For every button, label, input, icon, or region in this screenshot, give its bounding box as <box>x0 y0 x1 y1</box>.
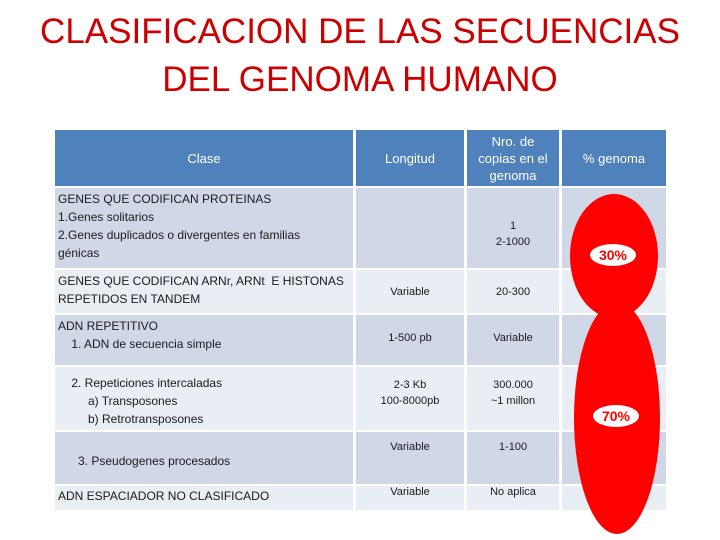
row-4-clase: 2. Repeticiones intercaladas a) Transposones b) Retrotransposones <box>71 376 223 426</box>
row-6-clase: ADN ESPACIADOR NO CLASIFICADO <box>58 489 270 503</box>
column-divider <box>353 188 356 510</box>
row-6-copias: No aplica <box>490 486 536 498</box>
row-6-longitud: Variable <box>390 486 430 498</box>
column-divider <box>559 188 562 510</box>
title-line-1: CLASIFICACION DE LAS SECUENCIAS <box>40 12 680 51</box>
header-genoma: % genoma <box>562 130 666 186</box>
percent-70-label: 70% <box>593 405 639 427</box>
percent-30-label: 30% <box>590 244 636 266</box>
row-2-copias: 20-300 <box>495 286 531 298</box>
header-clase: Clase <box>55 130 353 186</box>
title-line-2: DEL GENOMA HUMANO <box>162 60 558 99</box>
row-2-longitud: Variable <box>390 286 430 298</box>
row-3-copias: Variable <box>493 332 533 344</box>
row-5-longitud: Variable <box>390 441 430 453</box>
row-3-longitud: 1-500 pb <box>388 332 432 344</box>
header-copias: Nro. de copias en el genoma <box>467 130 559 186</box>
row-4-copias: 300.000 ~1 millon <box>490 379 536 407</box>
header-longitud: Longitud <box>356 130 464 186</box>
row-5-clase: 3. Pseudogenes procesados <box>58 454 231 468</box>
row-1-clase: GENES QUE CODIFICAN PROTEINAS 1.Genes solitarios 2.Genes duplicados o divergentes en familias génicas <box>58 192 301 260</box>
row-1-copias: 1 2-1000 <box>495 220 531 248</box>
row-2-clase: GENES QUE CODIFICAN ARNr, ARNt E HISTONAS REPETIDOS EN TANDEM <box>58 274 344 306</box>
row-3-clase: ADN REPETITIVO 1. ADN de secuencia simple <box>58 319 222 351</box>
row-5-copias: 1-100 <box>498 441 528 453</box>
row-4-longitud: 2-3 Kb 100-8000pb <box>380 379 440 407</box>
page-title <box>0 8 720 104</box>
